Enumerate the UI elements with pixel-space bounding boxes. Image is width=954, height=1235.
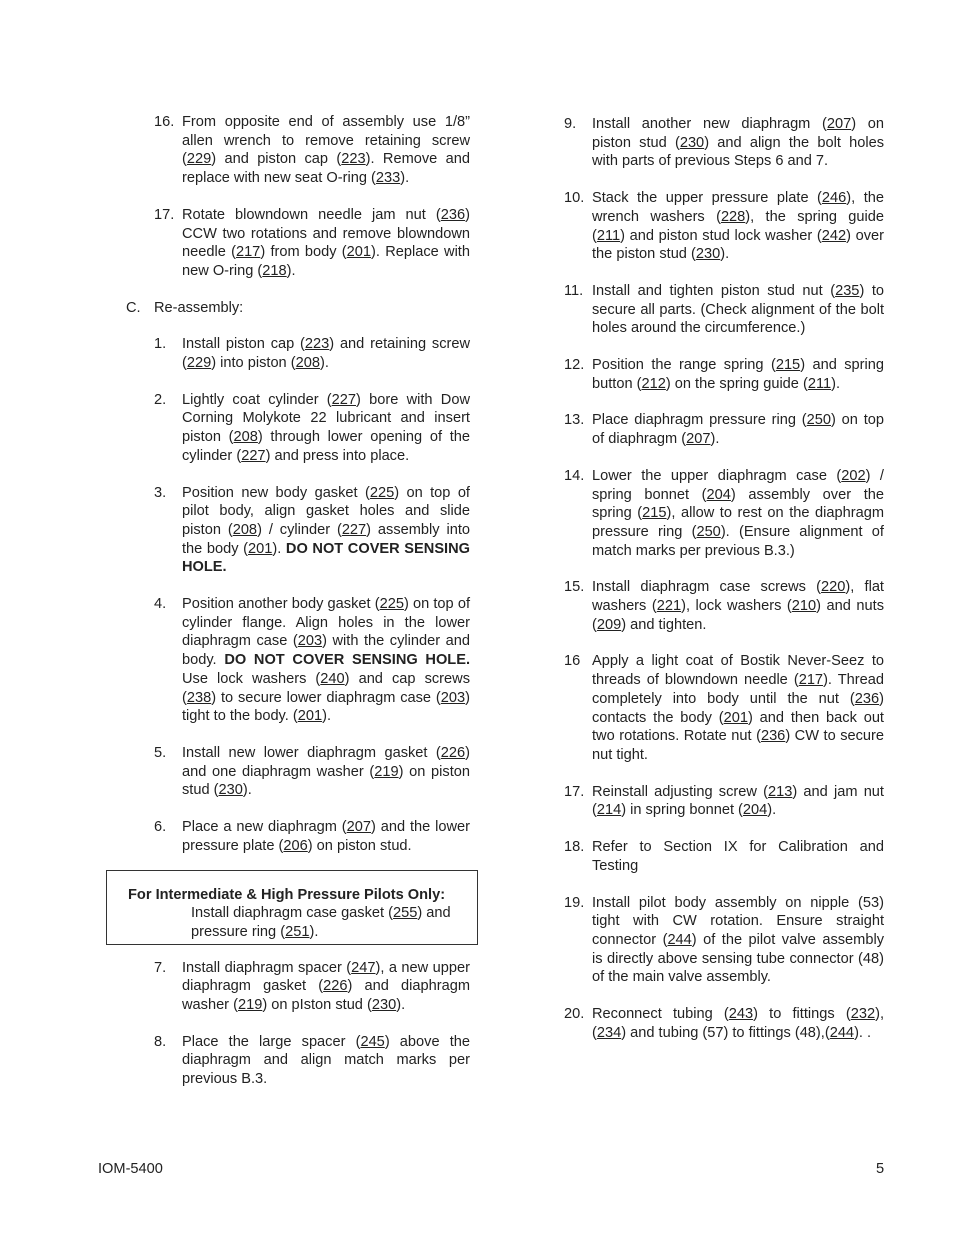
step-text [592,467,884,561]
step-item [558,652,884,764]
step-number: 12. [564,357,585,374]
step-text-run: ) to secure all parts. (Check alignment of the bolt holes around the circumference.) [592,282,884,337]
part-ref: 232 [850,1006,876,1023]
part-ref: 228 [720,208,746,225]
step-text-run: Install pilot body assembly on nipple (53) tight with CW rotation. Ensure straight connector ( [592,894,884,948]
step-text [182,206,470,281]
part-ref: 209 [596,616,622,633]
step-item [106,595,470,726]
part-ref: 230 [218,782,243,799]
step-text-run: ) through lower opening of the cylinder ( [182,429,471,464]
step-item [558,578,884,634]
part-ref: 244 [829,1024,855,1041]
step-text [182,744,470,800]
part-ref: 208 [233,429,258,446]
step-text-run: Reconnect tubing ( [592,1006,729,1023]
step-text-run: Install and tighten piston stud nut ( [592,282,836,299]
right-column [558,113,884,1042]
step-number: 1. [154,336,167,353]
step-text-run: ) and piston cap ( [211,151,342,168]
doc-id: IOM-5400 [98,1161,163,1177]
part-ref: 223 [341,151,366,168]
step-text-run: Install new lower diaphragm gasket ( [182,744,441,761]
part-ref: 204 [742,802,768,819]
step-text-run: ). [319,355,329,372]
warning-text: DO NOT COVER SENSING HOLE. [182,540,470,576]
step-text [182,113,470,188]
step-text-run: ), the wrench washers ( [592,190,884,225]
step-text-run: ) and piston stud lock washer ( [620,227,822,244]
step-text-run: ) CW to secure nut tight. [592,728,885,763]
step-item [106,1033,470,1089]
step-text [592,282,884,338]
step-item [558,838,884,875]
part-ref: 246 [821,190,847,207]
step-text-run: Apply a light coat of Bostik Never-Seez to threads of blowndown needle ( [592,653,884,689]
part-ref: 206 [283,837,308,854]
step-text-run: ) with the cylinder and body. [182,633,470,669]
step-text-run: Refer to Section IX for Calibration and Testing [592,839,884,874]
step-text [592,894,884,988]
step-text [182,484,470,578]
part-ref: 242 [821,227,847,244]
part-ref: 215 [642,505,667,522]
part-ref: 226 [440,744,466,761]
step-text [592,115,884,171]
step-text-run: ) on top of pilot body, align gasket holes and slide piston ( [182,484,470,538]
step-text-run: ) from body ( [260,244,347,261]
step-text-run: ) and pressure ring ( [191,905,451,940]
part-ref: 201 [297,708,323,725]
step-text-run: ). [400,170,410,187]
step-text-run: Install another new diaphragm ( [592,116,827,132]
step-text-run: Place a new diaphragm ( [182,819,347,836]
step-number: 6. [154,819,167,836]
step-text-run: ). [720,246,730,263]
step-text-run: ) on top of cylinder flange. Align holes in the lower diaphragm case ( [182,596,471,650]
step-text-run: Install diaphragm spacer ( [182,959,352,976]
step-number: 16 [564,653,581,670]
step-text-run: ). [242,782,252,799]
part-ref: 233 [375,170,401,187]
step-number: 17. [154,206,175,223]
step-number: 19. [564,894,585,911]
step-text [182,335,470,372]
step-text [182,1033,470,1089]
step-text-run: ). [286,262,296,279]
step-number: 20. [564,1006,585,1023]
part-ref: 208 [232,521,258,538]
step-item [106,818,470,855]
step-text-run: ) and one diaphragm washer ( [182,744,470,780]
step-text-run: ) / spring bonnet ( [592,467,884,503]
part-ref: 250 [696,523,721,540]
step-item [106,335,470,372]
part-ref: 212 [641,375,666,392]
reassembly-steps-continued [106,959,470,1089]
step-text-run: Place diaphragm pressure ring ( [592,412,807,429]
step-number: 14. [564,467,585,484]
warning-text: DO NOT COVER SENSING HOLE. [224,652,471,669]
step-item [558,282,884,338]
step-text-run: Use lock washers ( [182,670,321,687]
step-text-run: ) into piston ( [211,355,296,372]
step-item [106,113,470,188]
step-text-run: ), the spring guide ( [592,208,884,244]
step-text-run: Install diaphragm case screws ( [592,579,822,596]
step-text-run: ), ( [592,1006,884,1041]
part-ref: 236 [760,728,786,745]
reassembly-steps-right [558,115,884,1042]
part-ref: 244 [667,931,692,948]
step-text-run: Position the range spring ( [592,357,776,374]
step-text-run: Lightly coat cylinder ( [182,391,332,408]
step-text-run: ) on the spring guide ( [665,375,808,392]
step-text-run: ) on piston stud ( [592,116,884,151]
step-number: 17. [564,783,585,800]
step-item [558,783,884,820]
step-text [592,838,884,875]
step-item [558,115,884,171]
part-ref: 234 [596,1024,622,1041]
step-text [592,783,884,820]
part-ref: 207 [346,819,372,836]
note-text [128,904,469,941]
part-ref: 226 [323,978,348,995]
step-item [558,189,884,264]
part-ref: 227 [331,391,357,408]
step-text-run: ). [272,540,286,557]
part-ref: 230 [695,246,721,263]
step-text-run: ) and nuts ( [592,598,885,633]
left-column [106,113,470,1089]
part-ref: 255 [392,905,418,922]
step-item [106,959,470,1015]
section-letter: C. [126,299,141,316]
step-text-run: ) and press into place. [265,447,410,464]
part-ref: 221 [656,598,682,615]
step-text [592,1005,884,1042]
step-text-run: ). Replace with new O-ring ( [182,244,470,279]
step-text-run: ) CCW two rotations and remove blowndown needle ( [182,206,470,261]
step-number: 16. [154,114,175,130]
step-item [558,467,884,561]
step-text [592,578,884,634]
step-text-run: ) on piston stud. [307,837,412,854]
part-ref: 235 [835,282,860,299]
part-ref: 217 [798,672,824,689]
part-ref: 207 [686,431,711,448]
step-text-run: ) on top of diaphragm ( [592,412,884,448]
part-ref: 219 [237,997,263,1014]
step-text-run: ) and spring button ( [592,357,884,392]
step-text-run: ) in spring bonnet ( [621,802,743,819]
part-ref: 210 [791,598,817,615]
step-text-run: From opposite end of assembly use 1/8” allen wrench to remove retaining screw ( [182,114,470,168]
step-text-run: ). Remove and replace with new seat O-ring ( [182,151,470,187]
step-text-run: ) and retaining screw ( [182,336,471,372]
section-heading [106,299,470,318]
part-ref: 250 [806,412,832,429]
section-title: Re-assembly: [154,299,244,316]
step-text-run: ), a new upper diaphragm gasket ( [182,959,470,995]
step-number: 9. [564,116,577,132]
step-text-run: ) to fittings ( [753,1006,851,1023]
part-ref: 201 [248,540,273,557]
part-ref: 229 [186,355,212,372]
step-number: 11. [564,282,584,299]
part-ref: 225 [379,596,404,613]
part-ref: 240 [320,670,345,687]
part-ref: 247 [351,959,376,976]
part-ref: 245 [360,1033,385,1050]
step-text [182,391,470,466]
step-text-run: ), allow to rest on the diaphragm pressure ring ( [592,505,884,540]
part-ref: 230 [679,134,705,151]
part-ref: 230 [371,997,397,1014]
part-ref: 220 [821,579,846,596]
step-item [558,1005,884,1042]
part-ref: 217 [235,244,261,261]
step-text-run: ) and cap screws ( [182,670,470,706]
step-text-run: ) bore with Dow Corning Molykote 22 lubricant and insert piston ( [182,391,470,446]
step-item [106,206,470,281]
step-text-run: ). (Ensure alignment of match marks per previous B.3.) [592,523,884,559]
step-text-run: ) and tubing (57) to fittings (48),( [621,1024,830,1041]
step-text [592,189,884,264]
step-text [592,356,884,393]
part-ref: 207 [826,116,852,132]
step-text-run: Install piston cap ( [182,336,305,353]
step-item [558,894,884,988]
part-ref: 225 [369,484,395,501]
step-text-run: Place the large spacer ( [182,1033,361,1050]
step-number: 10. [564,190,585,207]
step-number: 15. [564,579,585,596]
step-text [182,818,470,855]
part-ref: 211 [807,375,832,392]
step-number: 5. [154,744,167,761]
step-text [182,959,470,1015]
step-text-run: ) and then back out two rotations. Rotate nut ( [592,709,884,745]
step-text-run: Reinstall adjusting screw ( [592,783,768,800]
step-text-run: Position another body gasket ( [182,596,380,613]
part-ref: 211 [596,227,621,244]
part-ref: 236 [854,690,880,707]
step-number: 4. [154,596,167,613]
part-ref: 243 [728,1006,754,1023]
step-text-run: Lower the upper diaphragm case ( [592,467,842,484]
part-ref: 223 [304,336,330,353]
step-item [558,411,884,448]
step-text-run: ) tight to the body. ( [182,689,470,725]
step-item [558,356,884,393]
step-text-run: ), flat washers ( [592,579,884,615]
step-text-run: Stack the upper pressure plate ( [592,190,822,207]
step-number: 7. [154,959,167,976]
step-text-run: ) above the diaphragm and align match marks per previous B.3. [182,1033,470,1088]
part-ref: 251 [285,923,310,940]
step-text-run: ). [767,802,777,819]
part-ref: 219 [374,763,399,780]
step-item [106,744,470,800]
step-text [592,411,884,448]
step-text-run: ), lock washers ( [681,598,792,615]
step-text-run: ) to secure lower diaphragm case ( [211,689,441,706]
step-number: 2. [154,391,167,408]
part-ref: 218 [262,262,287,279]
step-text-run: ). . [854,1024,872,1041]
part-ref: 227 [241,447,266,464]
disassembly-steps [106,113,470,281]
part-ref: 229 [186,151,212,168]
step-text-run: ) and diaphragm washer ( [182,978,470,1014]
step-text-run: ) and the lower pressure plate ( [182,819,470,854]
step-text-run: ) contacts the body ( [592,690,884,726]
step-text-run: ) assembly over the spring ( [592,486,884,522]
step-number: 3. [154,484,167,501]
part-ref: 208 [295,355,320,372]
step-text-run: Install diaphragm case gasket ( [191,905,393,922]
part-ref: 214 [596,802,622,819]
step-text [182,595,470,726]
part-ref: 201 [346,244,372,261]
step-text-run: ) of the pilot valve assembly is directly above sensing tube connector (48) of the main valve assembly. [592,931,884,986]
step-text-run: ) and tighten. [621,616,707,633]
part-ref: 203 [440,689,466,706]
reassembly-steps [106,335,470,855]
step-text-run: Position new body gasket ( [182,484,370,501]
part-ref: 204 [706,486,731,503]
step-number: 13. [564,412,585,429]
step-text-run: ). Thread completely into body until the nut ( [592,672,884,707]
note-box [106,870,478,945]
step-text-run: ) on pIston stud ( [262,997,372,1014]
step-text-run: ) on piston stud ( [182,763,470,799]
step-text-run: Rotate blowndown needle jam nut ( [182,206,441,223]
part-ref: 227 [341,521,367,538]
step-text-run: ). [396,997,406,1014]
step-text-run: ). [710,431,720,448]
note-heading: For Intermediate & High Pressure Pilots Only: [128,886,446,903]
step-text-run: ). [322,708,332,725]
step-item [106,484,470,578]
step-text-run: ) and align the bolt holes with parts of previous Steps 6 and 7. [592,134,885,170]
part-ref: 213 [767,783,793,800]
part-ref: 202 [841,467,866,484]
step-text [592,652,884,764]
step-text-run: ) assembly into the body ( [182,521,470,557]
step-text-run: ) and jam nut ( [592,783,884,819]
part-ref: 215 [775,357,801,374]
step-text-run: ) / cylinder ( [257,521,342,538]
step-item [106,391,470,466]
page-number: 5 [876,1161,885,1177]
part-ref: 201 [723,709,748,726]
step-number: 18. [564,839,585,856]
step-text-run: ). [309,923,319,940]
step-text-run: ) over the piston stud ( [592,227,884,263]
step-number: 8. [154,1033,167,1050]
part-ref: 238 [186,689,212,706]
part-ref: 203 [297,633,323,650]
part-ref: 236 [440,206,466,223]
step-text-run: ). [831,375,841,392]
